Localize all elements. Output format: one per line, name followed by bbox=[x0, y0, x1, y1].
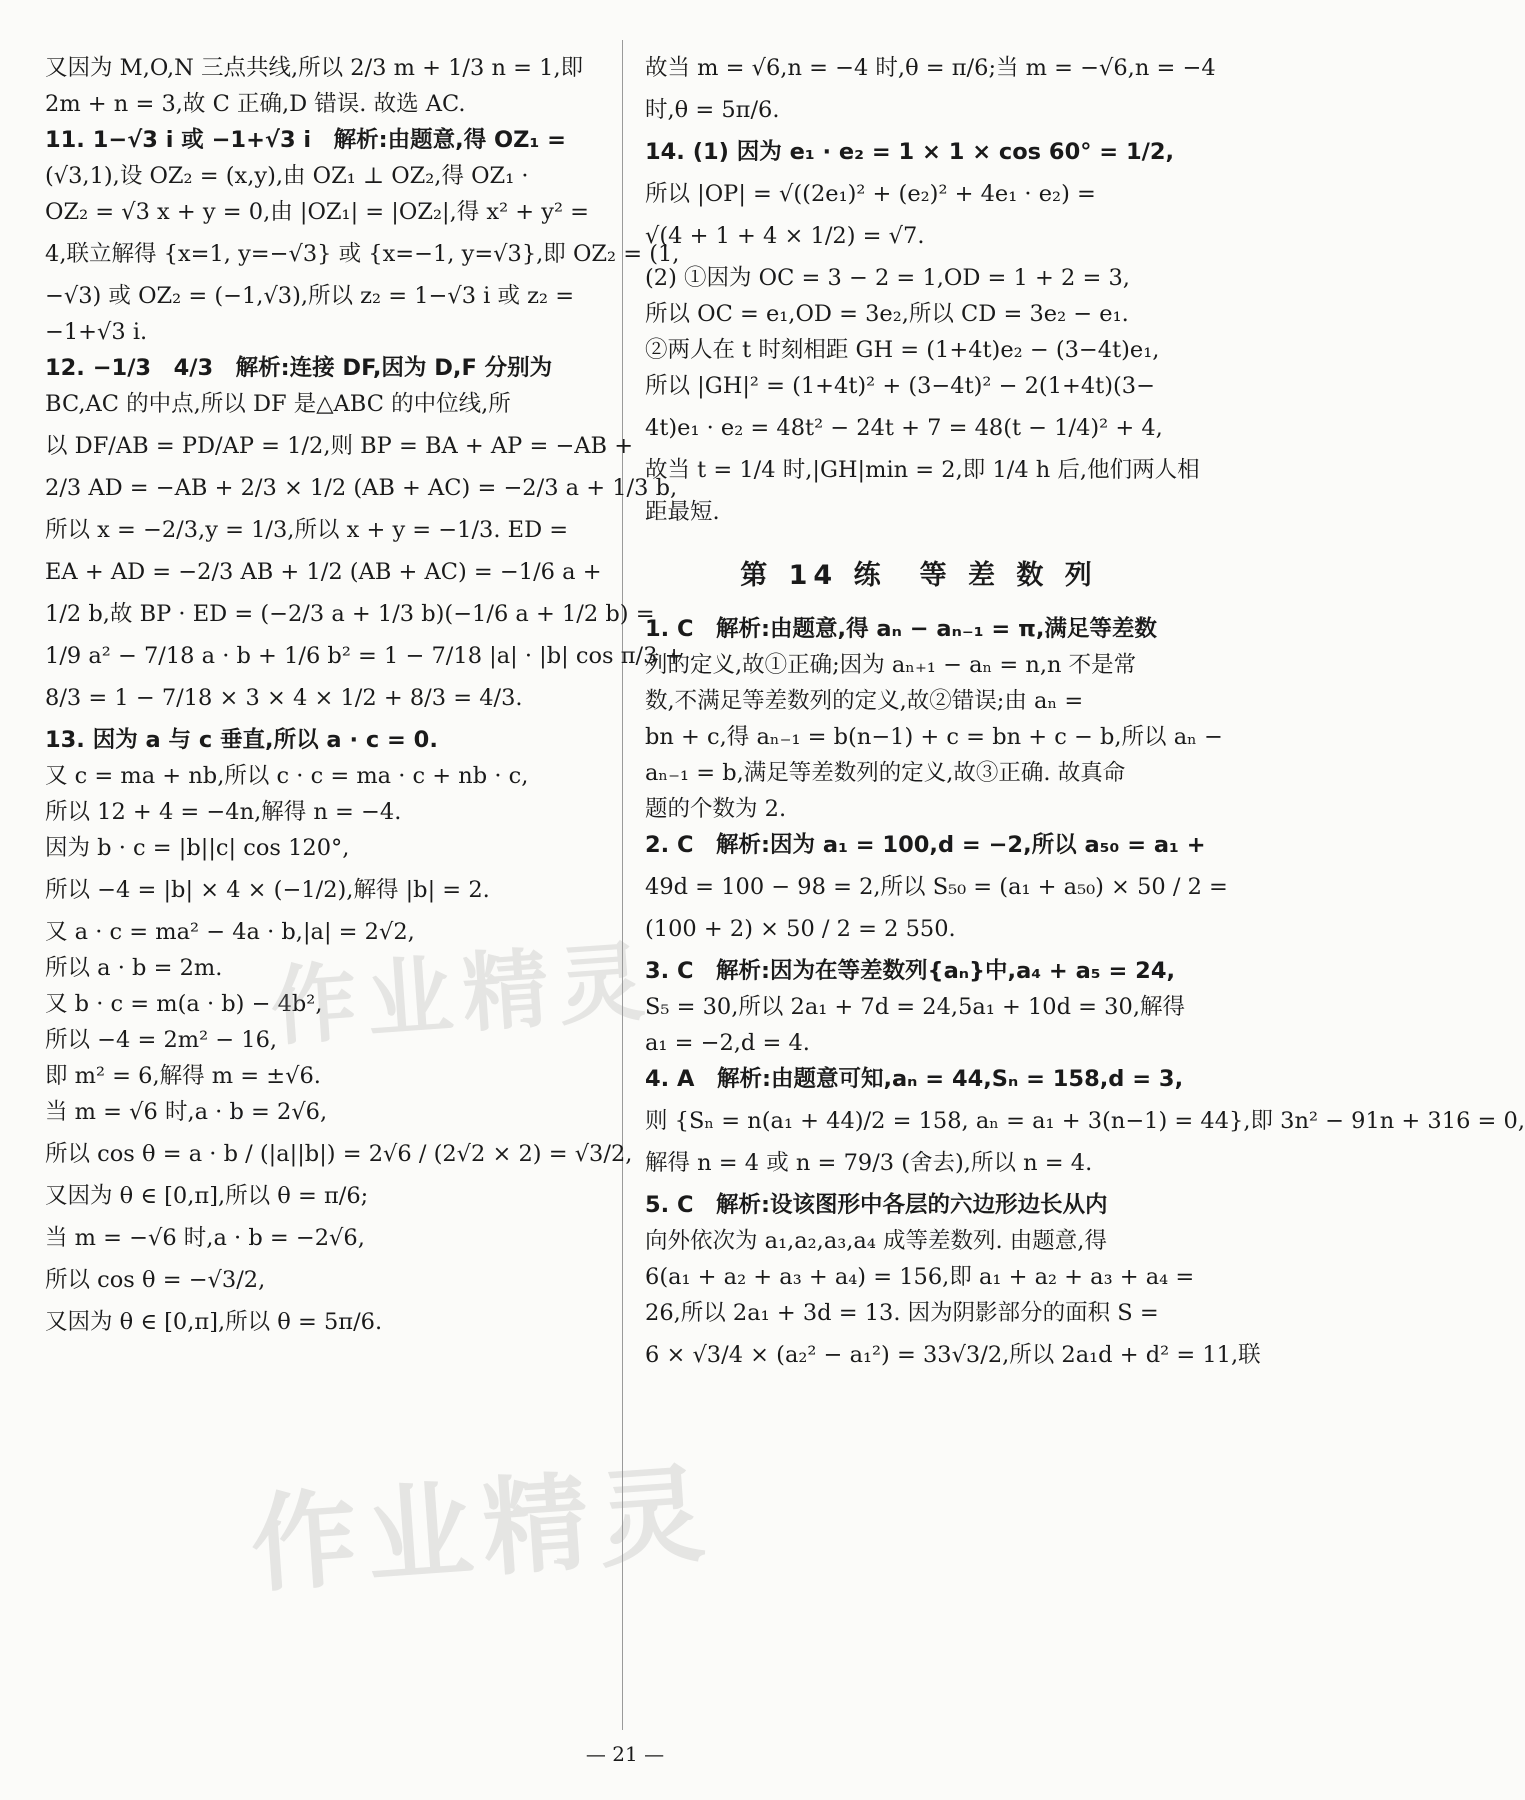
text-line: (2) ①因为 OC = 3 − 2 = 1,OD = 1 + 2 = 3, bbox=[645, 265, 1130, 291]
text-line: 距最短. bbox=[645, 499, 720, 525]
text-line: 26,所以 2a₁ + 3d = 13. 因为阴影部分的面积 S = bbox=[645, 1300, 1159, 1327]
answer-11-line: 11. 1−√3 i 或 −1+√3 i 解析:由题意,得 OZ₁ = bbox=[45, 127, 567, 153]
text-line: 又因为 θ ∈ [0,π],所以 θ = π/6; bbox=[45, 1183, 369, 1209]
text-line: 所以 −4 = |b| × 4 × (−1/2),解得 |b| = 2. bbox=[45, 877, 490, 903]
text-line: 2/3 AD = −AB + 2/3 × 1/2 (AB + AC) = −2/3 a + 1/3 b, bbox=[45, 475, 678, 501]
text-line: 所以 12 + 4 = −4n,解得 n = −4. bbox=[45, 799, 402, 825]
text-line: 故当 t = 1/4 时,|GH|min = 2,即 1/4 h 后,他们两人相 bbox=[645, 457, 1200, 483]
text-line: 4,联立解得 {x=1, y=−√3} 或 {x=−1, y=√3},即 OZ₂ = (1, bbox=[45, 241, 680, 267]
text-line: 所以 −4 = 2m² − 16, bbox=[45, 1027, 278, 1053]
page-number: — 21 — bbox=[585, 1742, 665, 1766]
text-line: 题的个数为 2. bbox=[645, 796, 787, 823]
text-line: 以 DF/AB = PD/AP = 1/2,则 BP = BA + AP = −AB + bbox=[45, 433, 634, 459]
answer-5-line: 5. C 解析:设该图形中各层的六边形边长从内 bbox=[645, 1192, 1108, 1219]
answer-2-line: 2. C 解析:因为 a₁ = 100,d = −2,所以 a₅₀ = a₁ + bbox=[645, 832, 1206, 859]
text-line: ②两人在 t 时刻相距 GH = (1+4t)e₂ − (3−4t)e₁, bbox=[645, 337, 1160, 363]
text-line: 又因为 θ ∈ [0,π],所以 θ = 5π/6. bbox=[45, 1309, 383, 1335]
answer-4-line: 4. A 解析:由题意可知,aₙ = 44,Sₙ = 158,d = 3, bbox=[645, 1066, 1184, 1093]
text-line: OZ₂ = √3 x + y = 0,由 |OZ₁| = |OZ₂|,得 x² + y² = bbox=[45, 199, 589, 225]
text-line: (100 + 2) × 50 / 2 = 2 550. bbox=[645, 916, 956, 943]
text-line: 又 b · c = m(a · b) − 4b², bbox=[45, 991, 323, 1017]
text-line: −√3) 或 OZ₂ = (−1,√3),所以 z₂ = 1−√3 i 或 z₂ = bbox=[45, 283, 575, 309]
watermark: 作业精灵 bbox=[267, 931, 658, 1059]
text-line: 时,θ = 5π/6. bbox=[645, 97, 780, 123]
text-line: aₙ₋₁ = b,满足等差数列的定义,故③正确. 故真命 bbox=[645, 760, 1126, 787]
text-line: bn + c,得 aₙ₋₁ = b(n−1) + c = bn + c − b,所以 aₙ − bbox=[645, 724, 1223, 751]
text-line: −1+√3 i. bbox=[45, 319, 148, 345]
text-line: 所以 |OP| = √((2e₁)² + (e₂)² + 4e₁ · e₂) = bbox=[645, 181, 1096, 207]
text-line: 1/2 b,故 BP · ED = (−2/3 a + 1/3 b)(−1/6 a + 1/2 b) = bbox=[45, 601, 655, 627]
column-divider bbox=[622, 40, 623, 1730]
answer-3-line: 3. C 解析:因为在等差数列{aₙ}中,a₄ + a₅ = 24, bbox=[645, 958, 1176, 985]
text-line: 当 m = −√6 时,a · b = −2√6, bbox=[45, 1225, 365, 1251]
right-column bbox=[645, 50, 1525, 1379]
text-line: 故当 m = √6,n = −4 时,θ = π/6;当 m = −√6,n = −4 bbox=[645, 55, 1216, 81]
watermark: 作业精灵 bbox=[246, 1451, 719, 1608]
text-line: 又 a · c = ma² − 4a · b,|a| = 2√2, bbox=[45, 919, 415, 945]
text-line: 49d = 100 − 98 = 2,所以 S₅₀ = (a₁ + a₅₀) × 50 / 2 = bbox=[645, 874, 1228, 901]
text-line: 1/9 a² − 7/18 a · b + 1/6 b² = 1 − 7/18 |a| · |b| cos π/3 + bbox=[45, 643, 684, 669]
answer-14-line: 14. (1) 因为 e₁ · e₂ = 1 × 1 × cos 60° = 1/2, bbox=[645, 139, 1175, 165]
text-line: 又 c = ma + nb,所以 c · c = ma · c + nb · c, bbox=[45, 763, 529, 789]
answer-1-line: 1. C 解析:由题意,得 aₙ − aₙ₋₁ = π,满足等差数 bbox=[645, 616, 1157, 643]
text-line: 所以 cos θ = a · b / (|a||b|) = 2√6 / (2√2 × 2) = √3/2, bbox=[45, 1141, 633, 1167]
text-line: 解得 n = 4 或 n = 79/3 (舍去),所以 n = 4. bbox=[645, 1150, 1093, 1177]
text-line: 所以 cos θ = −√3/2, bbox=[45, 1267, 266, 1293]
text-line: 又因为 M,O,N 三点共线,所以 2/3 m + 1/3 n = 1,即 bbox=[45, 55, 584, 81]
text-line: a₁ = −2,d = 4. bbox=[645, 1030, 810, 1057]
text-line: 因为 b · c = |b||c| cos 120°, bbox=[45, 835, 350, 861]
text-line: 2m + n = 3,故 C 正确,D 错误. 故选 AC. bbox=[45, 91, 466, 117]
section-title: 第 14 练 等 差 数 列 bbox=[740, 560, 1098, 591]
text-line: 所以 |GH|² = (1+4t)² + (3−4t)² − 2(1+4t)(3− bbox=[645, 373, 1155, 399]
text-line: S₅ = 30,所以 2a₁ + 7d = 24,5a₁ + 10d = 30,解得 bbox=[645, 994, 1185, 1021]
text-line: 当 m = √6 时,a · b = 2√6, bbox=[45, 1099, 328, 1125]
text-line: EA + AD = −2/3 AB + 1/2 (AB + AC) = −1/6 a + bbox=[45, 559, 602, 585]
answer-12-line: 12. −1/3 4/3 解析:连接 DF,因为 D,F 分别为 bbox=[45, 355, 553, 381]
text-line: 即 m² = 6,解得 m = ±√6. bbox=[45, 1063, 321, 1089]
text-line: 4t)e₁ · e₂ = 48t² − 24t + 7 = 48(t − 1/4)² + 4, bbox=[645, 415, 1163, 441]
text-line: 8/3 = 1 − 7/18 × 3 × 4 × 1/2 + 8/3 = 4/3. bbox=[45, 685, 523, 711]
text-line: 6(a₁ + a₂ + a₃ + a₄) = 156,即 a₁ + a₂ + a₃ + a₄ = bbox=[645, 1264, 1195, 1291]
text-line: 列的定义,故①正确;因为 aₙ₊₁ − aₙ = n,n 不是常 bbox=[645, 652, 1137, 679]
text-line: BC,AC 的中点,所以 DF 是△ABC 的中位线,所 bbox=[45, 391, 511, 417]
text-line: (√3,1),设 OZ₂ = (x,y),由 OZ₁ ⊥ OZ₂,得 OZ₁ · bbox=[45, 163, 529, 189]
text-line: 数,不满足等差数列的定义,故②错误;由 aₙ = bbox=[645, 688, 1084, 715]
text-line: 向外依次为 a₁,a₂,a₃,a₄ 成等差数列. 由题意,得 bbox=[645, 1228, 1107, 1255]
text-line: 所以 a · b = 2m. bbox=[45, 955, 223, 981]
text-line: 所以 x = −2/3,y = 1/3,所以 x + y = −1/3. ED = bbox=[45, 517, 569, 543]
text-line: 则 {Sₙ = n(a₁ + 44)/2 = 158, aₙ = a₁ + 3(n−1) = 44},即 3n² − 91n + 316 = 0, bbox=[645, 1108, 1525, 1135]
text-line: 6 × √3/4 × (a₂² − a₁²) = 33√3/2,所以 2a₁d + d² = 11,联 bbox=[645, 1342, 1261, 1369]
answer-13-line: 13. 因为 a 与 c 垂直,所以 a · c = 0. bbox=[45, 727, 438, 753]
text-line: 所以 OC = e₁,OD = 3e₂,所以 CD = 3e₂ − e₁. bbox=[645, 301, 1129, 327]
text-line: √(4 + 1 + 4 × 1/2) = √7. bbox=[645, 223, 925, 249]
